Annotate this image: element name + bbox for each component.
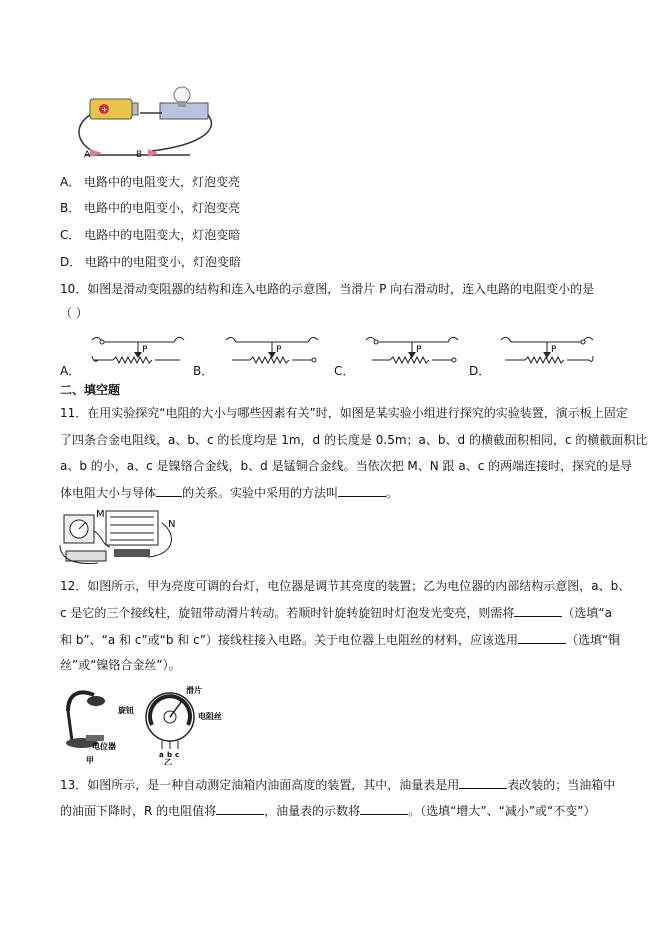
q13-blank-1[interactable] — [459, 776, 507, 789]
q11-line4 — [60, 484, 398, 501]
q10-option-d: D． — [469, 364, 491, 378]
q13-line1 — [60, 776, 615, 793]
q10-stem-line2: （ ） — [60, 306, 88, 320]
q12-line1: 12．如图所示，甲为亮度可调的台灯，电位器是调节其亮度的装置；乙为电位器的内部结构示意图，a、b、 — [60, 579, 631, 593]
q9-option-b: B． 电路中的电阻变小，灯泡变亮 — [60, 201, 241, 215]
rheostat-b-figure — [222, 332, 322, 372]
q13-blank-3[interactable] — [360, 802, 408, 815]
q13-text-a: 13．如图所示，是一种自动测定油箱内油面高度的装置，其中，油量表是用 — [60, 778, 460, 792]
q12-text-c: 和 b”、“a 和 c”或“b 和 c”）接线柱接入电路。关于电位器上电阻丝的材料，应该选用 — [60, 633, 518, 647]
desk-lamp-potentiometer-figure — [60, 683, 260, 765]
q12-line3 — [60, 631, 620, 648]
rheostat-d-figure — [497, 332, 597, 372]
q12-blank-2[interactable] — [518, 631, 566, 644]
label-slider: 滑片 — [186, 686, 202, 695]
label-potentiometer: 电位器 — [92, 742, 116, 751]
q9-option-d: D． 电路中的电阻变小，灯泡变暗 — [60, 255, 242, 269]
slider-p-label: P — [416, 345, 422, 355]
q12-text-d: （选填“铜 — [565, 633, 621, 647]
label-b: b — [167, 751, 173, 759]
q11-line3: a、b 的小，a、c 是镍铬合金线，b、d 是锰铜合金线。当依次把 M、N 跟 a、c 的两端连接时，探究的是导 — [60, 459, 633, 473]
q11-blank-1[interactable] — [156, 484, 182, 497]
label-jia: 甲 — [86, 756, 94, 765]
q11-text-b: 的关系。实验中采用的方法叫 — [182, 486, 339, 500]
slider-p-label: P — [142, 345, 148, 355]
q10-stem-line1: 10．如图是滑动变阻器的结构和连入电路的示意图，当滑片 P 向右滑动时，连入电路的电阻变小的是 — [60, 282, 595, 296]
q11-text-a: 体电阻大小与导体 — [60, 486, 157, 500]
q10-option-b: B． — [193, 364, 214, 378]
q13-text-b: 表改装的；当油箱中 — [507, 778, 616, 792]
q12-line2 — [60, 604, 612, 621]
label-c: c — [175, 751, 180, 759]
label-knob: 旋钮 — [118, 706, 134, 715]
q11-line1: 11．在用实验探究“电阻的大小与哪些因素有关”时，如图是某实验小组进行探究的实验装置，演示板上固定 — [60, 406, 628, 420]
rheostat-a-figure — [88, 332, 188, 372]
slider-p-label: P — [276, 345, 282, 355]
q12-text-a: c 是它的三个接线柱，旋钮带动滑片转动。若顺时针旋转旋钮时灯泡发光变亮，则需将 — [60, 606, 515, 620]
label-resistance-wire: 电阻丝 — [198, 712, 222, 721]
slider-p-label: P — [551, 345, 557, 355]
q13-text-c: 的油面下降时，R 的电阻值将 — [60, 804, 217, 818]
q11-blank-2[interactable] — [338, 484, 386, 497]
q13-text-e: 。（选填“增大”、“减小”或“不变”） — [408, 804, 596, 818]
q12-blank-1[interactable] — [514, 604, 562, 617]
resistance-wire-apparatus-figure — [58, 505, 183, 567]
q13-blank-2[interactable] — [216, 802, 264, 815]
q12-text-b: （选填“a — [562, 606, 612, 620]
q10-option-a: A． — [60, 364, 81, 378]
label-a: a — [159, 751, 164, 759]
label-yi: 乙 — [164, 758, 172, 765]
q13-text-d: ，油量表的示数将 — [264, 804, 361, 818]
rheostat-c-figure — [362, 332, 462, 372]
label-m: M — [96, 509, 105, 520]
label-b: B — [136, 150, 143, 160]
label-n: N — [168, 519, 176, 530]
q11-text-c: 。 — [386, 486, 399, 500]
label-a: A — [84, 150, 91, 160]
svg-text:+: + — [101, 105, 108, 114]
q10-option-c: C． — [334, 364, 355, 378]
q13-line2 — [60, 802, 595, 819]
q11-line2: 了四条合金电阻线，a、b、c 的长度均是 1m，d 的长度是 0.5m；a、b、d 的横截面积相同，c 的横截面积比 — [60, 433, 648, 447]
q12-line4: 丝”或“镍铬合金丝”）。 — [60, 658, 181, 672]
q9-option-c: C． 电路中的电阻变大，灯泡变暗 — [60, 228, 241, 242]
battery-bulb-circuit-figure — [70, 85, 220, 160]
section-title: 二、填空题 — [60, 383, 121, 397]
q9-option-a: A． 电路中的电阻变大，灯泡变亮 — [60, 175, 241, 189]
